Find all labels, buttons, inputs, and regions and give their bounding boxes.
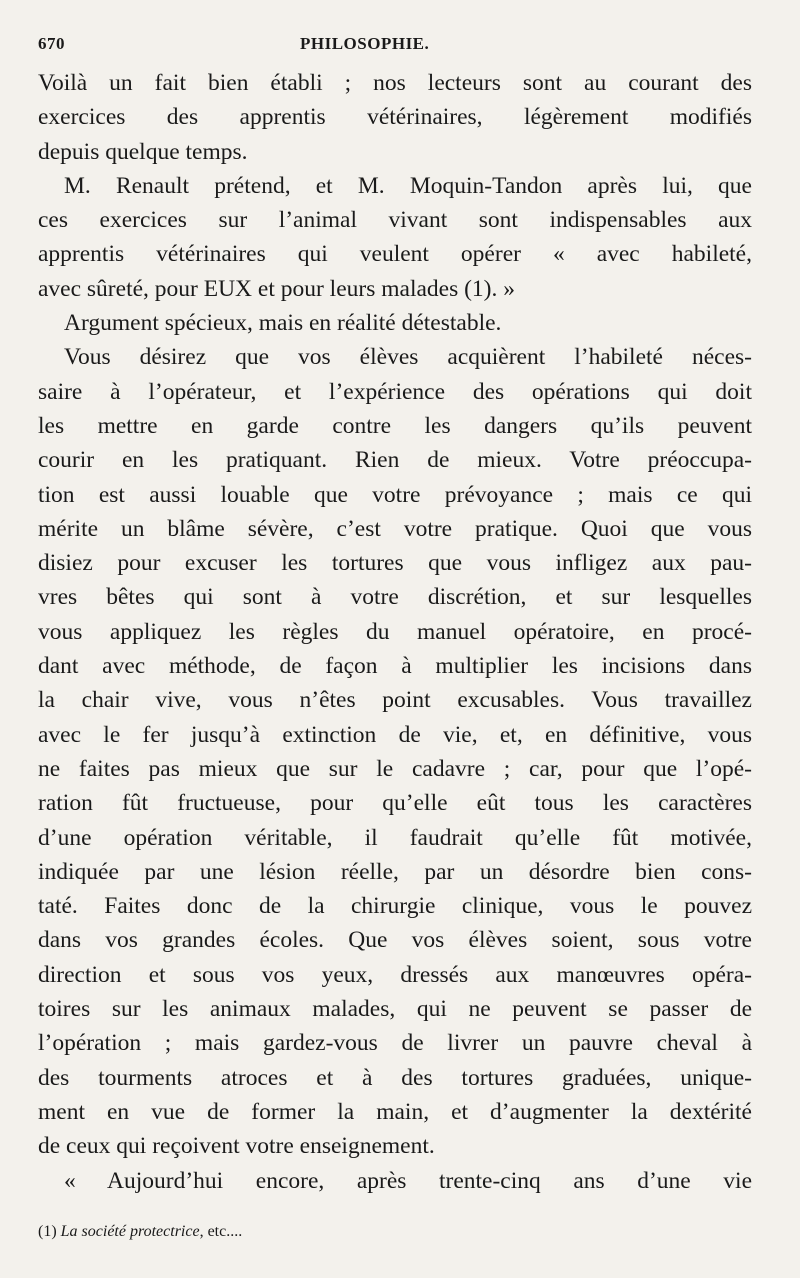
running-title: PHILOSOPHIE. [300, 34, 430, 53]
text-line: ment en vue de former la main, et d’augmenter la dextérité [38, 1098, 752, 1125]
text-line: la chair vive, vous n’êtes point excusables. Vous travaillez [38, 687, 752, 714]
text-line: mérite un blâme sévère, c’est votre pratique. Quoi que vous [38, 515, 752, 542]
footnote-marker: (1) [38, 1223, 57, 1240]
text-line: avec le fer jusqu’à extinction de vie, et, en définitive, vous [38, 721, 752, 748]
text-line: tion est aussi louable que votre prévoyance ; mais ce qui [38, 481, 752, 508]
text-line: vres bêtes qui sont à votre discrétion, et sur lesquelles [38, 584, 752, 611]
text-line: disiez pour excuser les tortures que vous infligez aux pau- [38, 550, 752, 577]
text-line: ne faites pas mieux que sur le cadavre ; car, pour que l’opé- [38, 755, 752, 782]
body-text [38, 66, 752, 1198]
text-line: Argument spécieux, mais en réalité détestable. [64, 310, 502, 337]
text-line: M. Renault prétend, et M. Moquin-Tandon après lui, que [64, 172, 752, 199]
text-line: saire à l’opérateur, et l’expérience des opérations qui doit [38, 378, 752, 405]
text-line: d’une opération véritable, il faudrait qu’elle fût motivée, [38, 824, 752, 851]
running-head [38, 34, 762, 58]
text-line: ration fût fructueuse, pour qu’elle eût tous les caractères [38, 790, 752, 817]
text-line: ces exercices sur l’animal vivant sont indispensables aux [38, 207, 752, 234]
text-line: exercices des apprentis vétérinaires, légèrement modifiés [38, 104, 752, 131]
text-line: direction et sous vos yeux, dressés aux manœuvres opéra- [38, 961, 752, 988]
text-line: courir en les pratiquant. Rien de mieux. Votre préoccupa- [38, 447, 752, 474]
text-line: l’opération ; mais gardez-vous de livrer un pauvre cheval à [38, 1030, 752, 1057]
text-line: Voilà un fait bien établi ; nos lecteurs sont au courant des [38, 70, 752, 96]
text-line: les mettre en garde contre les dangers qu’ils peuvent [38, 412, 752, 439]
text-line: dans vos grandes écoles. Que vos élèves soient, sous votre [38, 927, 752, 954]
text-line: de ceux qui reçoivent votre enseignement. [38, 1133, 435, 1160]
text-line: toires sur les animaux malades, qui ne peuvent se passer de [38, 996, 752, 1023]
text-line: taté. Faites donc de la chirurgie clinique, vous le pouvez [38, 893, 752, 920]
text-line: dant avec méthode, de façon à multiplier les incisions dans [38, 653, 752, 680]
footnote-italic-text: La société protectrice [60, 1223, 200, 1240]
text-line: avec sûreté, pour EUX et pour leurs malades (1). » [38, 275, 516, 302]
text-line: vous appliquez les règles du manuel opératoire, en procé- [38, 618, 752, 645]
page-number: 670 [38, 34, 65, 53]
text-line: apprentis vétérinaires qui veulent opérer « avec habileté, [38, 241, 752, 268]
text-line: indiquée par une lésion réelle, par un désordre bien cons- [38, 858, 752, 885]
text-line: Vous désirez que vos élèves acquièrent l’habileté néces- [64, 344, 752, 371]
footnote [38, 1222, 738, 1242]
text-line: des tourments atroces et à des tortures graduées, unique- [38, 1064, 752, 1091]
text-line: depuis quelque temps. [38, 138, 248, 165]
text-line: « Aujourd’hui encore, après trente-cinq ans d’une vie [64, 1167, 752, 1194]
footnote-tail: , etc.... [199, 1223, 243, 1240]
